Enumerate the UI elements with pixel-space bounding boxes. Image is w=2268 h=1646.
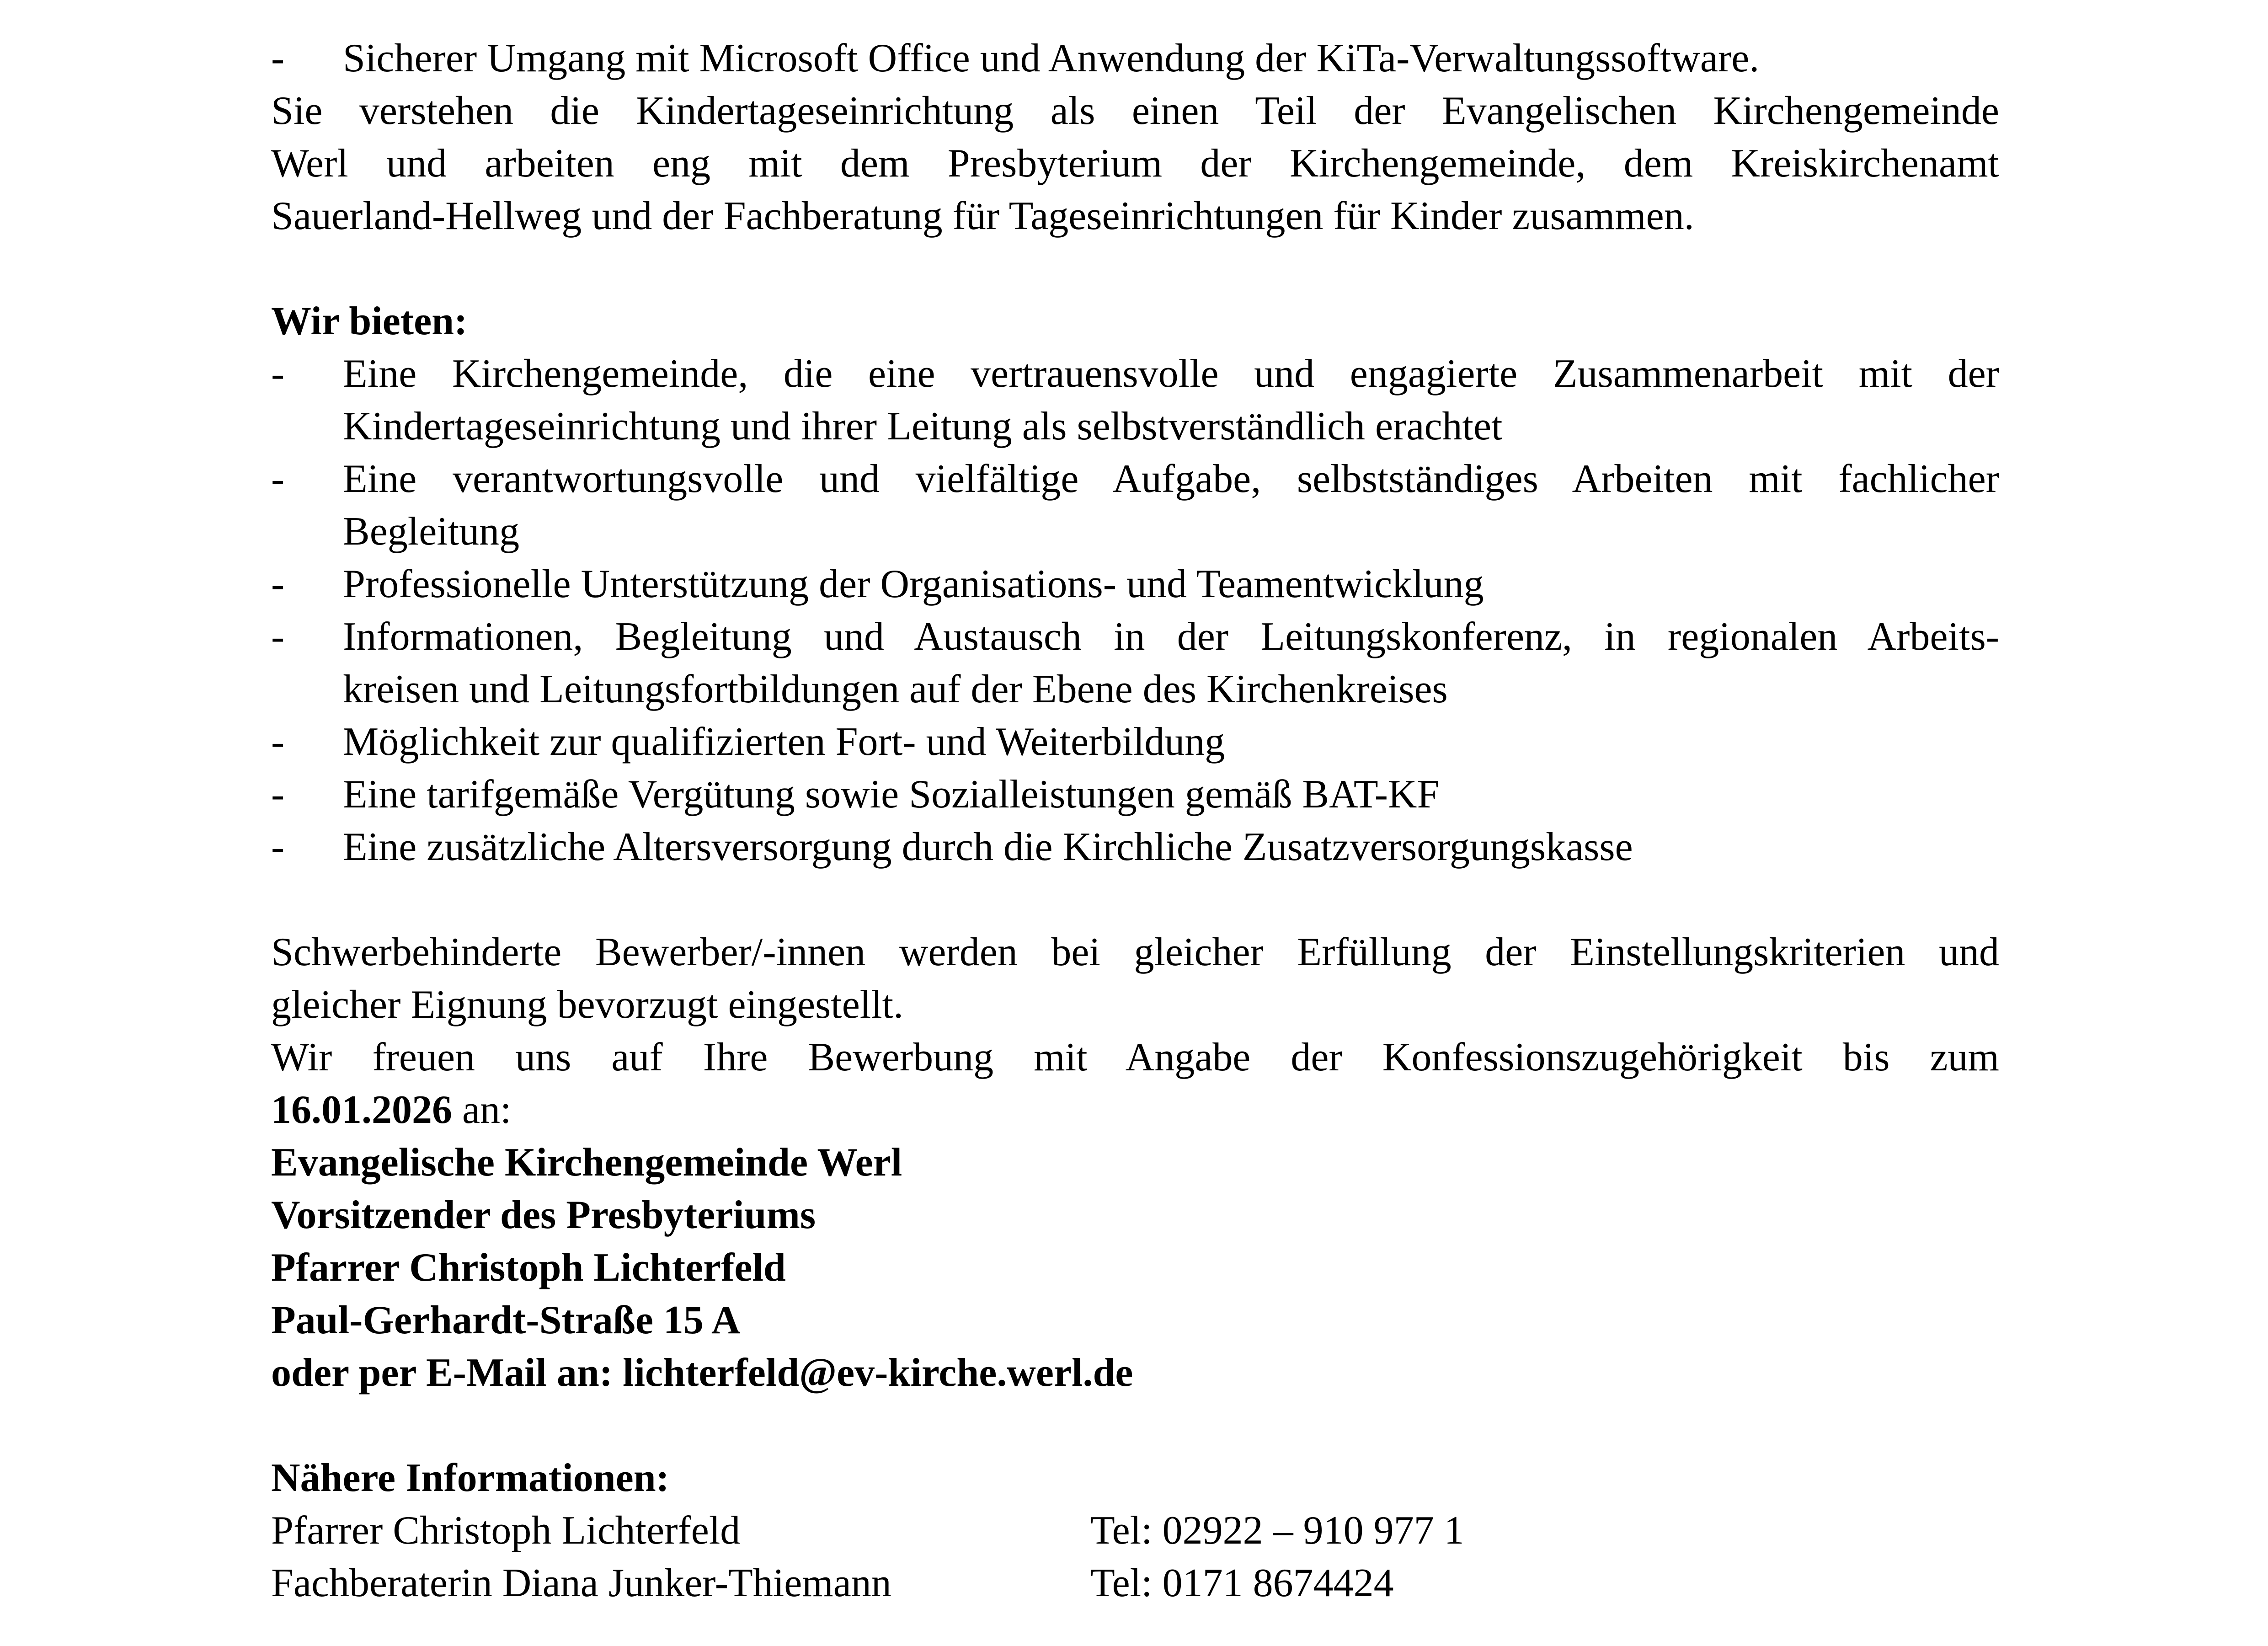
bullet-dash-icon: - bbox=[271, 615, 285, 659]
paragraph-line: Sie verstehen die Kindertageseinrichtung als einen Teil der Evangelischen Kirchengemeinde bbox=[271, 89, 1999, 133]
offer-item-line: Möglichkeit zur qualifizierten Fort- und Weiterbildung bbox=[343, 720, 1225, 764]
offer-item-1 bbox=[271, 347, 1999, 453]
address-block bbox=[271, 1136, 1999, 1399]
bullet-item-text bbox=[343, 32, 1999, 85]
paragraph-line: Sauerland-Hellweg und der Fachberatung für Tageseinrichtungen für Kinder zusammen. bbox=[271, 194, 1694, 238]
offer-heading: Wir bieten: bbox=[271, 299, 468, 343]
offer-item-text bbox=[343, 347, 1999, 453]
blank-line bbox=[271, 873, 1999, 926]
bullet-dash-icon: - bbox=[271, 720, 285, 764]
paragraph-line: gleicher Eignung bevorzugt eingestellt. bbox=[271, 983, 904, 1027]
offer-item-line: kreisen und Leitungsfortbildungen auf der Ebene des Kirchenkreises bbox=[343, 667, 1448, 711]
contact-name: Fachberaterin Diana Junker-Thiemann bbox=[271, 1561, 891, 1605]
offer-item-line: Eine zusätzliche Altersversorgung durch die Kirchliche Zusatzversorgungskasse bbox=[343, 825, 1633, 869]
contact-phone: Tel: 0171 8674424 bbox=[1090, 1561, 1394, 1605]
offer-item-text bbox=[343, 821, 1999, 873]
address-role: Vorsitzender des Presbyteriums bbox=[271, 1193, 816, 1237]
address-street: Paul-Gerhardt-Straße 15 A bbox=[271, 1298, 741, 1342]
offer-item-text bbox=[343, 610, 1999, 716]
offer-item-line: Eine tarifgemäße Vergütung sowie Sozialleistungen gemäß BAT-KF bbox=[343, 772, 1440, 817]
application-deadline: 16.01.2026 bbox=[271, 1088, 452, 1132]
bullet-item-software bbox=[271, 32, 1999, 85]
blank-line bbox=[271, 242, 1999, 295]
offer-item-text bbox=[343, 453, 1999, 558]
offer-item-2 bbox=[271, 453, 1999, 558]
bullet-dash-icon: - bbox=[271, 825, 285, 869]
offer-item-3 bbox=[271, 558, 1999, 610]
bullet-line: Sicherer Umgang mit Microsoft Office und Anwendung der KiTa-Verwaltungssoftware. bbox=[343, 36, 1760, 80]
offer-item-5 bbox=[271, 716, 1999, 768]
blank-line bbox=[271, 1399, 1999, 1452]
bullet-dash-icon: - bbox=[271, 562, 285, 606]
contact-row-2 bbox=[271, 1557, 1999, 1609]
paragraph-closing bbox=[271, 926, 1999, 1136]
paragraph-line: Werl und arbeiten eng mit dem Presbyterium der Kirchengemeinde, dem Kreiskirchenamt bbox=[271, 141, 1999, 186]
address-organization: Evangelische Kirchengemeinde Werl bbox=[271, 1140, 902, 1185]
offer-item-7 bbox=[271, 821, 1999, 873]
offer-item-text bbox=[343, 716, 1999, 768]
offer-item-text bbox=[343, 768, 1999, 821]
paragraph-line: Schwerbehinderte Bewerber/-innen werden bei gleicher Erfüllung der Einstellungskriterien und bbox=[271, 930, 1999, 974]
deadline-suffix: an: bbox=[452, 1088, 512, 1132]
paragraph-cooperation bbox=[271, 85, 1999, 242]
offer-item-4 bbox=[271, 610, 1999, 716]
paragraph-line: Wir freuen uns auf Ihre Bewerbung mit Angabe der Konfessionszugehörigkeit bis zum bbox=[271, 1035, 1999, 1080]
offer-item-line: Eine verantwortungsvolle und vielfältige Aufgabe, selbstständiges Arbeiten mit fachlicher bbox=[343, 457, 1999, 501]
address-person: Pfarrer Christoph Lichterfeld bbox=[271, 1245, 786, 1290]
offer-item-text bbox=[343, 558, 1999, 610]
deadline-line bbox=[271, 1084, 1999, 1136]
bullet-dash-icon: - bbox=[271, 352, 285, 396]
offer-item-line: Kindertageseinrichtung und ihrer Leitung als selbstverständlich erachtet bbox=[343, 404, 1503, 449]
bullet-dash-icon: - bbox=[271, 36, 285, 80]
contact-phone: Tel: 02922 – 910 977 1 bbox=[1090, 1508, 1464, 1553]
contact-heading: Nähere Informationen: bbox=[271, 1456, 669, 1500]
offer-item-line: Begleitung bbox=[343, 509, 520, 554]
offer-item-line: Informationen, Begleitung und Austausch in der Leitungskonferenz, in regionalen Arbeits- bbox=[343, 615, 1999, 659]
contact-name: Pfarrer Christoph Lichterfeld bbox=[271, 1508, 741, 1553]
offer-item-6 bbox=[271, 768, 1999, 821]
address-email-line: oder per E-Mail an: lichterfeld@ev-kirche.werl.de bbox=[271, 1351, 1133, 1395]
bullet-dash-icon: - bbox=[271, 457, 285, 501]
contact-row-1 bbox=[271, 1504, 1999, 1557]
bullet-dash-icon: - bbox=[271, 772, 285, 817]
document-text-area bbox=[271, 32, 1999, 1609]
offer-item-line: Eine Kirchengemeinde, die eine vertrauensvolle und engagierte Zusammenarbeit mit der bbox=[343, 352, 1999, 396]
offer-item-line: Professionelle Unterstützung der Organisations- und Teamentwicklung bbox=[343, 562, 1484, 606]
